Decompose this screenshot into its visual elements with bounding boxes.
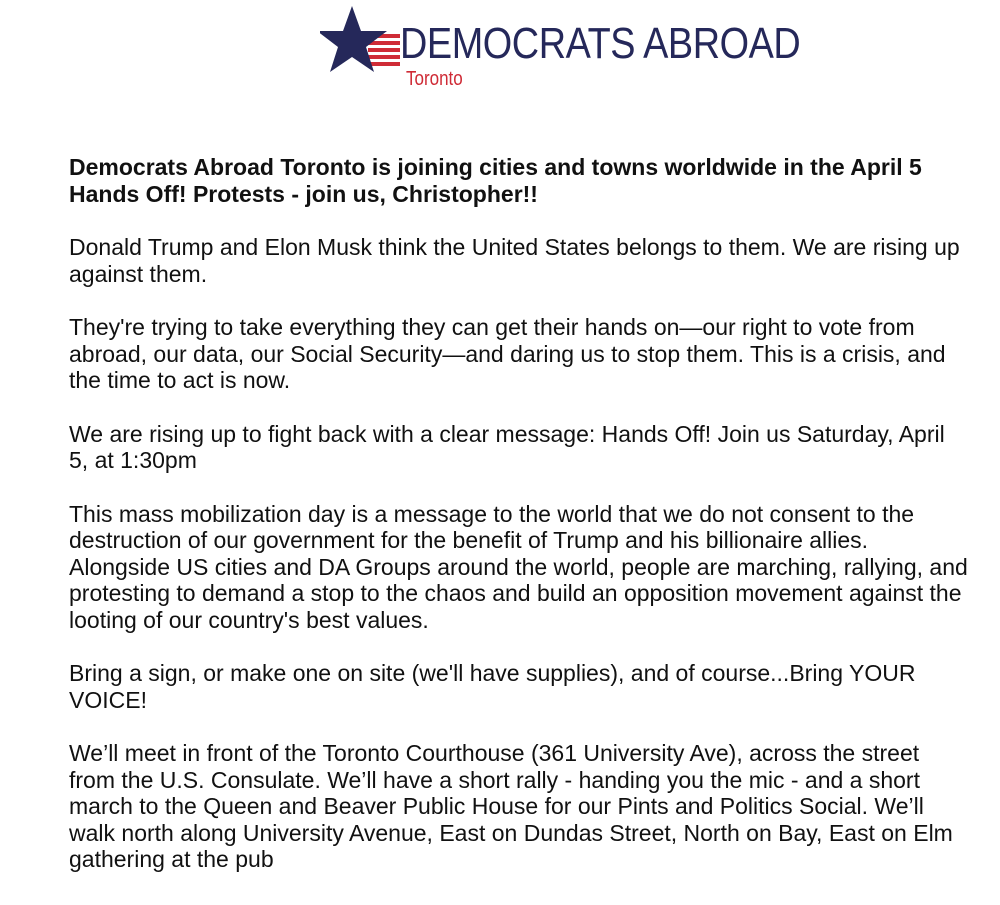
paragraph-date: We are rising up to fight back with a clear message: Hands Off! Join us Saturday, April 5, at 1:30pm xyxy=(69,420,945,473)
paragraph-meeting-location: We’ll meet in front of the Toronto Courthouse (361 University Ave), across the street from the U.S. Consulate. We’ll have a short rally - handing you the mic - and a short march to the Queen and Beaver Public House for our Pints and Politics Social. We’ll walk north along University Avenue, East on Dundas Street, North on Bay, East on Elm gathering at the pub xyxy=(69,740,953,872)
paragraph-intro: Donald Trump and Elon Musk think the United States belongs to them. We are rising up against them. xyxy=(69,234,960,287)
logo-chapter: Toronto xyxy=(406,68,463,90)
paragraph-sign: Bring a sign, or make one on site (we'll have supplies), and of course...Bring YOUR VOICE! xyxy=(69,660,916,713)
email-headline: Democrats Abroad Toronto is joining cities and towns worldwide in the April 5 Hands Off! Protests - join us, Christopher!! xyxy=(69,154,922,207)
logo-title: DEMOCRATS ABROAD xyxy=(400,19,801,68)
paragraph-crisis: They're trying to take everything they can get their hands on—our right to vote from abroad, our data, our Social Security—and daring us to stop them. This is a crisis, and the time to act is now. xyxy=(69,314,946,393)
email-body xyxy=(69,154,969,900)
paragraph-mobilization: This mass mobilization day is a message to the world that we do not consent to the destruction of our government for the benefit of Trump and his billionaire allies. Alongside US cities and DA Groups around the world, people are marching, rallying, and protesting to demand a stop to the chaos and build an opposition movement against the looting of our country's best values. xyxy=(69,500,968,633)
democrats-abroad-logo xyxy=(320,4,801,96)
logo-mark xyxy=(320,4,410,84)
